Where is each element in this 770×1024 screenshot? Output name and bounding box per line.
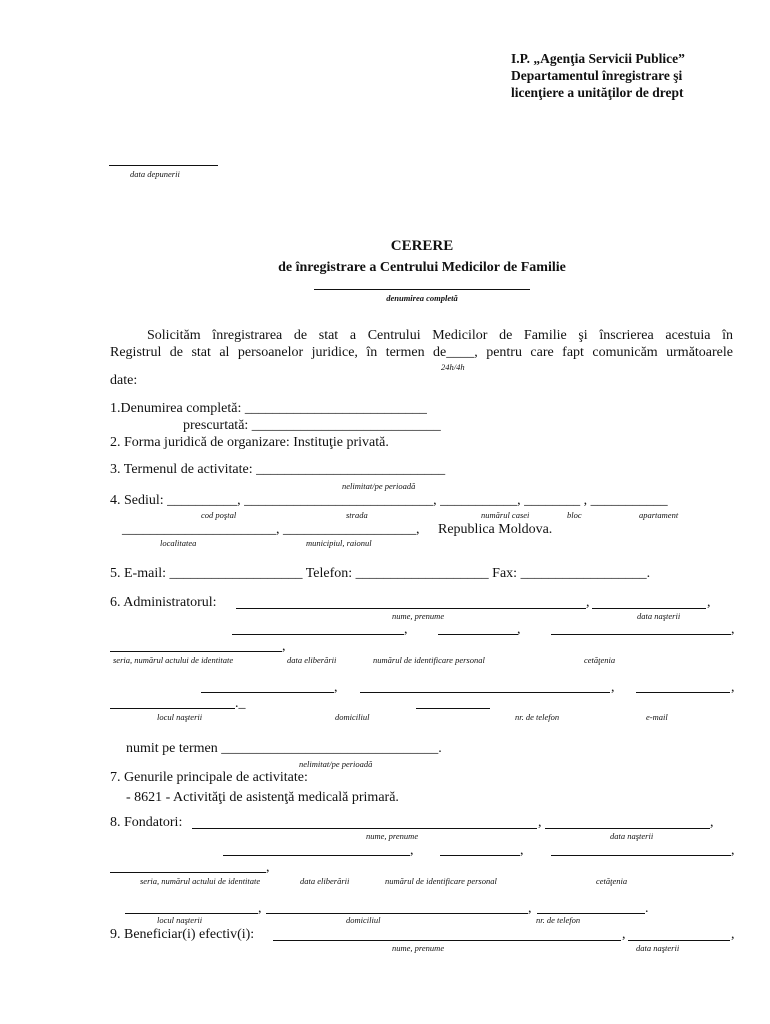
admin-row5-line-1 <box>110 708 235 709</box>
caption-street: strada <box>346 510 368 520</box>
intro-line-3: date: <box>110 373 138 388</box>
header-line-3: licenţiere a unităţilor de drept <box>511 85 684 100</box>
admin-row2-line-1 <box>232 634 404 635</box>
document-title: CERERE <box>390 238 454 254</box>
name-short-field: prescurtată: ___________________________ <box>183 418 441 433</box>
founder-caption-id: seria, numărul actului de identitate <box>140 876 261 886</box>
intro-line-2: Registrul de stat al persoanelor juridice, în termen de____, pentru care fapt comunicăm următoarele <box>110 345 733 360</box>
full-name-line <box>314 289 530 290</box>
caption-block: bloc <box>567 510 582 520</box>
admin-caption-domicile: domiciliul <box>335 712 370 722</box>
founder-caption-citizenship: cetăţenia <box>596 876 628 886</box>
admin-row2-line-3 <box>551 634 731 635</box>
appointed-term-field: numit pe termen _______________________________. <box>126 741 442 756</box>
term-period-caption: nelimitat/pe perioadă <box>342 481 416 491</box>
founder-caption-phone: nr. de telefon <box>536 915 581 925</box>
founder-caption-domicile: domiciliul <box>346 915 381 925</box>
activities-label: 7. Genurile principale de activitate: <box>110 770 308 785</box>
seat-field: 4. Sediul: __________, ___________________________, ___________, ________ , ___________ <box>110 493 668 508</box>
founder-name-line <box>192 828 537 829</box>
admin-caption-id: seria, numărul actului de identitate <box>113 655 234 665</box>
header-line-1: I.P. „Agenţia Servicii Publice” <box>511 51 685 66</box>
admin-caption-issue-date: data eliberării <box>287 655 337 665</box>
contact-field: 5. E-mail: ___________________ Telefon: ___________________ Fax: __________________. <box>110 566 651 581</box>
beneficiary-caption-name: nume, prenume <box>392 943 445 953</box>
caption-municipality: municipiul, raionul <box>306 538 372 548</box>
filing-date-caption: data depunerii <box>130 169 180 179</box>
founders-label: 8. Fondatori: <box>110 815 183 830</box>
admin-row2-line-2 <box>438 634 518 635</box>
term-field: 3. Termenul de activitate: ___________________________ <box>110 462 446 477</box>
document-subtitle: de înregistrare a Centrului Medicilor de Familie <box>278 260 566 275</box>
admin-row3-line <box>110 651 282 652</box>
country-text: Republica Moldova. <box>438 522 553 537</box>
filing-date-line <box>109 165 218 166</box>
caption-apartment: apartament <box>639 510 679 520</box>
admin-caption-birthplace: locul naşterii <box>157 712 203 722</box>
appointed-term-caption: nelimitat/pe perioadă <box>299 759 373 769</box>
full-name-caption: denumirea completă <box>386 293 458 303</box>
founder-birthdate-line <box>545 828 710 829</box>
admin-caption-citizenship: cetăţenia <box>584 655 616 665</box>
admin-caption-idnp: numărul de identificare personal <box>373 655 485 665</box>
caption-postal-code: cod poştal <box>201 510 237 520</box>
founder-caption-birthdate: data naşterii <box>610 831 654 841</box>
activity-item: - 8621 - Activităţi de asistenţă medicală primară. <box>126 790 399 805</box>
admin-name-line <box>236 608 586 609</box>
term-caption: 24h/4h <box>441 362 465 372</box>
founder-row2-line-2 <box>440 855 520 856</box>
caption-locality: localitatea <box>160 538 197 548</box>
admin-birthdate-line <box>592 608 706 609</box>
founder-caption-name: nume, prenume <box>366 831 419 841</box>
founder-row3-line <box>110 872 266 873</box>
beneficiary-name-line <box>273 940 621 941</box>
founder-row2-line-3 <box>551 855 731 856</box>
founder-caption-idnp: numărul de identificare personal <box>385 876 497 886</box>
admin-caption-phone: nr. de telefon <box>515 712 560 722</box>
legal-form-field: 2. Forma juridică de organizare: Instituţie privată. <box>110 435 389 450</box>
seat-row-2: ______________________, ___________________, <box>122 522 420 537</box>
founder-caption-issue-date: data eliberării <box>300 876 350 886</box>
admin-caption-birthdate: data naşterii <box>637 611 681 621</box>
founder-row4-line-2 <box>266 913 528 914</box>
admin-row4-line-2 <box>360 692 610 693</box>
founder-row2-line-1 <box>223 855 410 856</box>
header-line-2: Departamentul înregistrare şi <box>511 68 683 83</box>
founder-caption-birthplace: locul naşterii <box>157 915 203 925</box>
beneficiary-label: 9. Beneficiar(i) efectiv(i): <box>110 927 255 942</box>
caption-house-number: numărul casei <box>481 510 530 520</box>
admin-caption-name: nume, prenume <box>392 611 445 621</box>
admin-label: 6. Administratorul: <box>110 595 217 610</box>
name-full-field: 1.Denumirea completă: __________________________ <box>110 401 427 416</box>
admin-row4-line-1 <box>201 692 334 693</box>
beneficiary-birthdate-line <box>628 940 730 941</box>
founder-row4-line-3 <box>537 913 645 914</box>
admin-row5-line-2 <box>416 708 490 709</box>
beneficiary-caption-birthdate: data naşterii <box>636 943 680 953</box>
admin-caption-email: e-mail <box>646 712 668 722</box>
intro-line-1: Solicităm înregistrarea de stat a Centrului Medicilor de Familie şi înscrierea acestuia în <box>147 328 733 343</box>
founder-row4-line-1 <box>125 913 258 914</box>
admin-row4-line-3 <box>636 692 730 693</box>
